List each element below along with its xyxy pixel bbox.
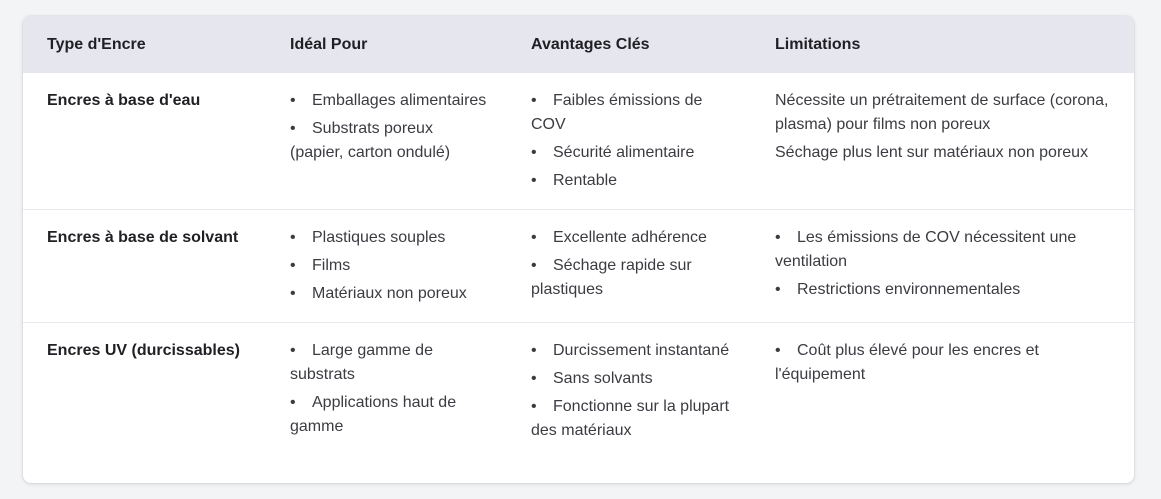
ink-comparison-table xyxy=(23,16,1134,459)
header-ideal-for: Idéal Pour xyxy=(290,35,368,53)
bullet-icon: • xyxy=(290,285,296,302)
ideal-list xyxy=(290,226,487,306)
limitation-text: Séchage plus lent sur matériaux non poreux xyxy=(775,144,1089,161)
cell-ink-type: Encres UV (durcissables) xyxy=(47,342,240,359)
list-item: • Sécurité alimentaire xyxy=(531,141,731,165)
bullet-icon: • xyxy=(531,92,537,109)
cell-ink-type: Encres à base d'eau xyxy=(47,92,201,109)
cell-key-advantages xyxy=(507,73,751,210)
header-key-advantages: Avantages Clés xyxy=(531,35,650,53)
list-item: • Coût plus élevé pour les encres et l'équipement xyxy=(775,339,1114,387)
advantages-list xyxy=(531,226,731,302)
table-row xyxy=(23,210,1134,323)
list-item: • Sans solvants xyxy=(531,367,731,391)
list-item: • Rentable xyxy=(531,169,731,193)
table-row xyxy=(23,323,1134,460)
cell-limitations xyxy=(751,323,1134,460)
cell-ideal-for xyxy=(266,323,507,460)
bullet-icon: • xyxy=(290,257,296,274)
list-item: • Emballages alimentaires xyxy=(290,89,487,113)
bullet-icon: • xyxy=(775,281,781,298)
advantages-list xyxy=(531,339,731,443)
cell-limitations xyxy=(751,210,1134,323)
bullet-icon: • xyxy=(531,257,537,274)
bullet-icon: • xyxy=(531,342,537,359)
bullet-icon: • xyxy=(290,342,296,359)
bullet-icon: • xyxy=(775,342,781,359)
list-item: • Plastiques souples xyxy=(290,226,487,250)
list-item: • Large gamme de substrats xyxy=(290,339,487,387)
list-item: • Faibles émissions de COV xyxy=(531,89,731,137)
cell-ink-type: Encres à base de solvant xyxy=(47,229,239,246)
list-item: • Restrictions environnementales xyxy=(775,278,1114,302)
cell-limitations xyxy=(751,73,1134,210)
bullet-icon: • xyxy=(290,120,296,137)
ideal-list xyxy=(290,339,487,439)
bullet-icon: • xyxy=(531,172,537,189)
bullet-icon: • xyxy=(531,398,537,415)
table-header-row xyxy=(23,16,1134,73)
list-item: • Fonctionne sur la plupart des matériaux xyxy=(531,395,731,443)
ink-comparison-card xyxy=(23,16,1134,483)
bullet-icon: • xyxy=(531,229,537,246)
cell-ideal-for xyxy=(266,73,507,210)
cell-key-advantages xyxy=(507,323,751,460)
table-row xyxy=(23,73,1134,210)
bullet-icon: • xyxy=(775,229,781,246)
limitation-text: Nécessite un prétraitement de surface (corona, plasma) pour films non poreux xyxy=(775,92,1109,133)
bullet-icon: • xyxy=(531,370,537,387)
header-ink-type: Type d'Encre xyxy=(47,35,146,53)
bullet-icon: • xyxy=(531,144,537,161)
list-item: • Substrats poreux (papier, carton ondulé) xyxy=(290,117,487,165)
list-item: • Durcissement instantané xyxy=(531,339,731,363)
bullet-icon: • xyxy=(290,394,296,411)
header-limitations: Limitations xyxy=(775,35,861,53)
bullet-icon: • xyxy=(290,229,296,246)
list-item: • Matériaux non poreux xyxy=(290,282,487,306)
advantages-list xyxy=(531,89,731,193)
bullet-icon: • xyxy=(290,92,296,109)
cell-key-advantages xyxy=(507,210,751,323)
list-item: • Les émissions de COV nécessitent une ventilation xyxy=(775,226,1114,274)
ideal-list xyxy=(290,89,487,165)
limitations-list xyxy=(775,226,1114,302)
list-item: • Applications haut de gamme xyxy=(290,391,487,439)
limitations-list xyxy=(775,339,1114,387)
cell-ideal-for xyxy=(266,210,507,323)
list-item: • Séchage rapide sur plastiques xyxy=(531,254,731,302)
list-item: • Excellente adhérence xyxy=(531,226,731,250)
list-item: • Films xyxy=(290,254,487,278)
